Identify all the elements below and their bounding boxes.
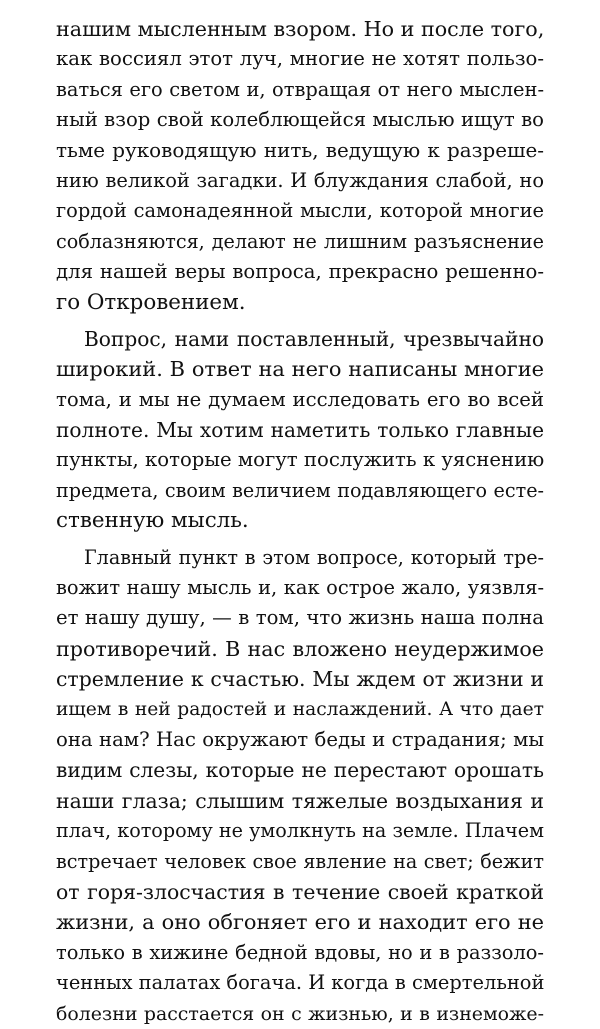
text-line: от горя-злосчастия в течение своей краткой [56,879,544,904]
text-line: противоречий. В нас вложено неудержимое [56,636,544,661]
text-line: соблазняются, делают не лишним разъяснение [56,229,544,253]
text-line: ственную мысль. [56,508,249,534]
text-line: стремление к счастью. Мы ждем от жизни и [56,667,544,692]
text-line: ищем в ней радостей и наслаждений. А что дает [56,698,544,720]
text-line: предмета, своим величием подавляющего есте- [56,478,544,502]
text-line: для нашей веры вопроса, прекрасно решенно- [56,260,544,284]
text-line: она нам? Нас окружают беды и страдания; мы [56,727,544,751]
paragraph [56,14,544,318]
text-line: нашим мысленным взором. Но и после того, [56,17,545,41]
text-line: видим слезы, которые не перестают орошать [56,758,544,783]
text-line: широкий. В ответ на него написаны многие [56,357,544,382]
text-line: ченных палатах богача. И когда в смертельной [56,971,545,995]
text-line: ваться его светом и, отвращая от него мыслен- [56,77,544,101]
text-line: пункты, которые могут послужить к уяснению [56,448,545,472]
text-line: Вопрос, нами поставленный, чрезвычайно [84,326,544,351]
paragraph [56,324,544,537]
text-line: встречает человек свое явление на свет; бежит [56,849,544,873]
text-line: только в хижине бедной вдовы, но и в раззоло- [56,940,544,964]
text-line: плач, которому не умолкнуть на земле. Плачем [56,819,544,843]
document-page [56,14,544,1029]
text-line: тома, и мы не думаем исследовать его во всей [56,387,544,411]
text-line: ет нашу душу, — в том, что жизнь наша полна [56,606,544,630]
text-line: ный взор свой колеблющейся мыслью ищут во [56,108,544,132]
text-line: го Откровением. [56,289,246,315]
text-line: болезни расстается он с жизнью, и в изнеможе- [56,1002,544,1025]
text-line: вожит нашу мысль и, как острое жало, уязвля- [56,576,544,600]
text-line: гордой самонадеянной мысли, которой многие [56,199,544,223]
text-line: как воссиял этот луч, многие не хотят пользо- [56,47,544,71]
text-line: наши глаза; слышим тяжелые воздыхания и [56,788,544,813]
text-line: нию великой загадки. И блуждания слабой, но [56,168,544,192]
text-line: Главный пункт в этом вопросе, который тре- [84,545,544,569]
text-line: полноте. Мы хотим наметить только главные [56,418,544,443]
text-line: жизни, а оно обгоняет его и находит его не [56,910,544,935]
text-line: тьме руководящую нить, ведущую к разреше- [56,138,544,162]
paragraph [56,543,544,1029]
